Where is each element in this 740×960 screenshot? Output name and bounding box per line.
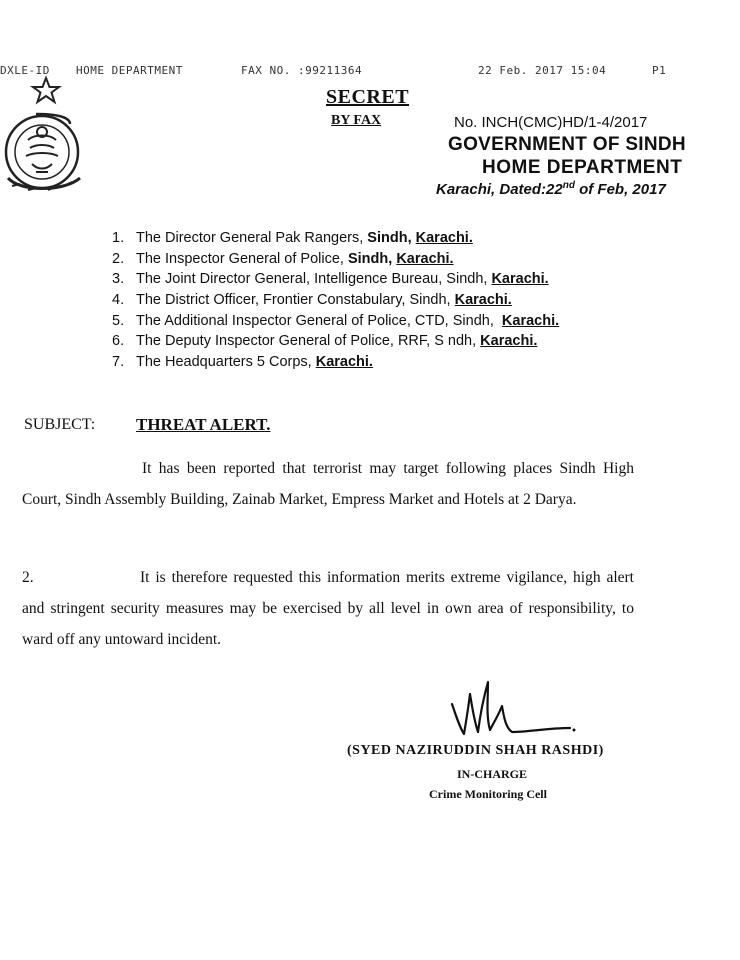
issuer-department: HOME DEPARTMENT	[482, 157, 683, 178]
paragraph-number: 2.	[22, 569, 34, 586]
addressee-city: Karachi.	[454, 292, 512, 309]
addressee-list	[112, 228, 559, 373]
addressee-office: The Director General Pak Rangers,	[136, 230, 368, 246]
addressee-region: Sindh,	[367, 230, 416, 246]
addressee-office: The District Officer, Frontier Constabulary, Sindh,	[136, 292, 455, 309]
place-date-prefix: Karachi, Dated:22	[436, 181, 563, 198]
addressee-number: 7.	[112, 354, 125, 371]
addressee-office: The Headquarters 5 Corps,	[136, 354, 316, 371]
addressee-city: Karachi.	[415, 230, 473, 246]
reference-number: No. INCH(CMC)HD/1-4/2017	[454, 114, 648, 131]
addressee-office: The Deputy Inspector General of Police, RRF, S ndh,	[136, 333, 481, 350]
issuer-government: GOVERNMENT OF SINDH	[448, 134, 686, 155]
fax-number: FAX NO. :99211364	[241, 64, 363, 77]
addressee-item	[112, 269, 559, 290]
addressee-city: Karachi.	[315, 354, 373, 371]
fax-page: P1	[652, 64, 667, 77]
fax-timestamp: 22 Feb. 2017 15:04	[478, 64, 607, 77]
addressee-item	[112, 311, 559, 332]
signatory-unit: Crime Monitoring Cell	[429, 787, 547, 801]
addressee-city: Karachi.	[501, 312, 560, 329]
addressee-region: Sindh,	[347, 250, 397, 267]
addressee-city: Karachi.	[396, 250, 454, 267]
addressee-number: 2.	[112, 250, 125, 267]
sindh-government-emblem	[0, 74, 92, 198]
addressee-item	[112, 290, 559, 311]
addressee-office: The Inspector General of Police,	[136, 250, 348, 267]
classification-label: SECRET	[326, 86, 410, 108]
subject-label: SUBJECT:	[24, 416, 96, 433]
addressee-item	[112, 228, 559, 249]
subject-title: THREAT ALERT.	[136, 415, 271, 434]
handwritten-signature	[448, 676, 588, 740]
signatory-role: IN-CHARGE	[457, 767, 528, 781]
date-rest: of Feb, 2017	[574, 181, 666, 198]
addressee-item	[112, 331, 559, 352]
place-date	[436, 180, 666, 198]
addressee-office: The Joint Director General, Intelligence Bureau, Sindh,	[136, 271, 492, 288]
fax-sender-code: DXLE-ID	[0, 64, 50, 77]
addressee-office: The Additional Inspector General of Police, CTD, Sindh,	[136, 312, 502, 329]
addressee-number: 4.	[112, 292, 125, 309]
addressee-number: 5.	[112, 312, 125, 329]
addressee-number: 1.	[112, 230, 125, 246]
addressee-item	[112, 352, 559, 373]
addressee-city: Karachi.	[480, 333, 538, 350]
addressee-number: 3.	[112, 271, 125, 288]
addressee-city: Karachi.	[491, 271, 549, 288]
paragraph-2-text: It is therefore requested this information merits extreme vigilance, high alert and stringent security measures may be exercised by all level in own area of responsibility, to ward off any untoward incident.	[22, 569, 634, 648]
signatory-name: (SYED NAZIRUDDIN SHAH RASHDI)	[347, 743, 604, 758]
body-paragraph-1: It has been reported that terrorist may target following places Sindh High Court, Sindh Assembly Building, Zainab Market, Empress Market and Hotels at 2 Darya.	[22, 460, 634, 508]
delivery-method: BY FAX	[331, 113, 382, 128]
body-paragraph-2	[22, 562, 634, 655]
addressee-number: 6.	[112, 333, 125, 350]
fax-sender-dept: HOME DEPARTMENT	[76, 64, 183, 77]
date-ordinal-suffix: nd	[562, 180, 575, 191]
addressee-item	[112, 249, 559, 270]
